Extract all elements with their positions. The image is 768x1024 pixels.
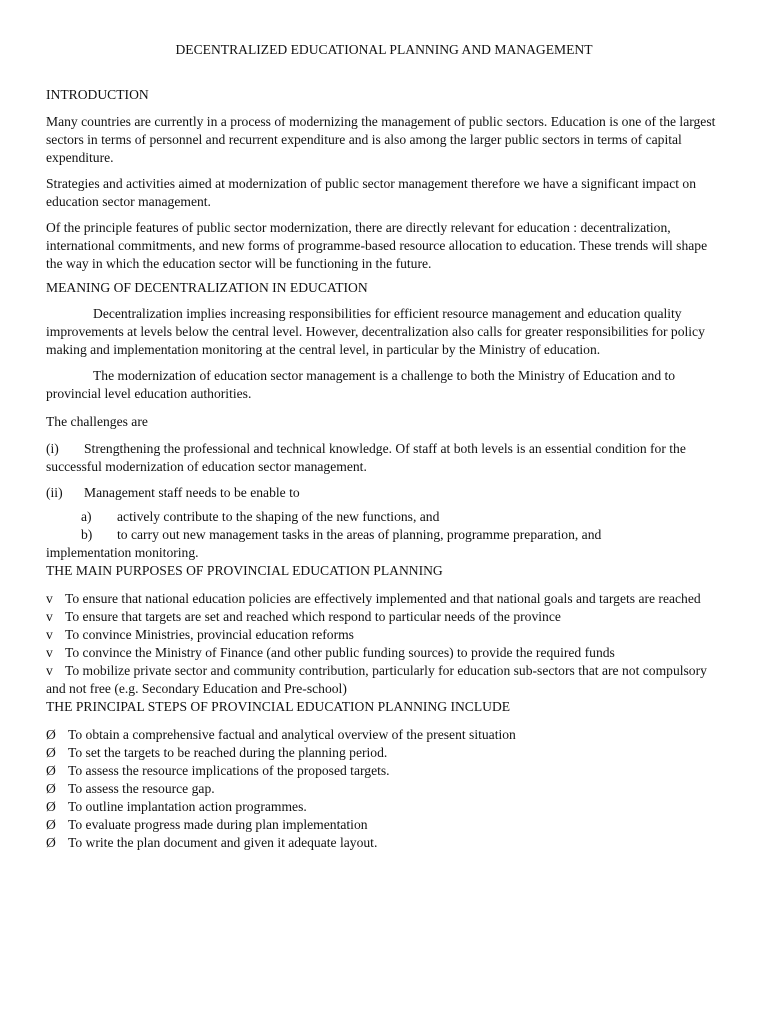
step-item [46,798,722,816]
meaning-heading: MEANING OF DECENTRALIZATION IN EDUCATION [46,280,368,295]
step-item-text: To assess the resource implications of the proposed targets. [68,763,390,778]
purpose-item-text: To convince the Ministry of Finance (and other public funding sources) to provide the required funds [65,645,615,660]
bullet-marker: v [46,663,53,678]
sub-number-b: b) [81,527,93,542]
step-item [46,726,722,744]
bullet-marker: v [46,645,53,660]
step-item-text: To write the plan document and given it adequate layout. [68,835,378,850]
bullet-marker: Ø [46,817,56,832]
sub-text-a: actively contribute to the shaping of the new functions, and [117,509,440,524]
intro-paragraph-3: Of the principle features of public sector modernization, there are directly relevant for education : decentralization, international commitments, and new forms of programme-based resource allocation to education. These trends will shape the way in which the education sector will be functioning in the future. [46,220,708,271]
step-item-text: To outline implantation action programmes. [68,799,307,814]
purposes-list [46,590,722,698]
step-item [46,744,722,762]
step-item-text: To set the targets to be reached during the planning period. [68,745,388,760]
challenges-intro: The challenges are [46,414,148,429]
bullet-marker: v [46,609,53,624]
bullet-marker: Ø [46,727,56,742]
bullet-marker: v [46,591,53,606]
challenge-text-1: Strengthening the professional and technical knowledge. Of staff at both levels is an essential condition for the successful modernization of education sector management. [46,441,686,474]
purpose-item-text: To ensure that targets are set and reached which respond to particular needs of the province [65,609,561,624]
challenge-item-1 [46,440,722,476]
sub-item-b [81,526,722,544]
purpose-item-text: To ensure that national education policies are effectively implemented and that national goals and targets are reached [65,591,701,606]
step-item-text: To evaluate progress made during plan implementation [68,817,368,832]
sub-text-b-continued: implementation monitoring. [46,545,199,560]
purpose-item [46,626,722,644]
intro-paragraph-1: Many countries are currently in a process of modernizing the management of public sectors. Education is one of the largest sectors in terms of personnel and recurrent expenditure and is also among the larger public sectors in terms of capital expenditure. [46,114,716,165]
bullet-marker: Ø [46,835,56,850]
purposes-heading: THE MAIN PURPOSES OF PROVINCIAL EDUCATION PLANNING [46,563,443,578]
document-title: DECENTRALIZED EDUCATIONAL PLANNING AND MANAGEMENT [175,42,593,57]
bullet-marker: Ø [46,763,56,778]
sub-item-a [81,508,722,526]
purpose-item [46,608,722,626]
bullet-marker: Ø [46,781,56,796]
step-item-text: To obtain a comprehensive factual and analytical overview of the present situation [68,727,516,742]
step-item [46,762,722,780]
purpose-item [46,662,722,698]
step-item [46,816,722,834]
meaning-paragraph-2: The modernization of education sector management is a challenge to both the Ministry of Education and to provincial level education authorities. [46,368,676,401]
sub-text-b: to carry out new management tasks in the areas of planning, programme preparation, and [117,527,602,542]
purpose-item [46,590,722,608]
steps-list [46,726,722,852]
challenge-number-2: (ii) [46,485,63,500]
step-item [46,780,722,798]
sub-number-a: a) [81,509,92,524]
introduction-heading: INTRODUCTION [46,87,149,102]
bullet-marker: Ø [46,799,56,814]
steps-heading: THE PRINCIPAL STEPS OF PROVINCIAL EDUCATION PLANNING INCLUDE [46,699,511,714]
step-item [46,834,722,852]
step-item-text: To assess the resource gap. [68,781,215,796]
purpose-item [46,644,722,662]
bullet-marker: v [46,627,53,642]
purpose-item-text: To mobilize private sector and community contribution, particularly for education sub-sectors that are not compulsory and not free (e.g. Secondary Education and Pre-school) [46,663,707,696]
meaning-paragraph-1: Decentralization implies increasing responsibilities for efficient resource management and education quality improvements at levels below the central level. However, decentralization also calls for greater responsibilities for policy making and implementation monitoring at the central level, in particular by the Ministry of education. [46,306,705,357]
bullet-marker: Ø [46,745,56,760]
challenge-item-2 [46,484,722,502]
purpose-item-text: To convince Ministries, provincial education reforms [65,627,354,642]
sub-list [46,508,722,562]
intro-paragraph-2: Strategies and activities aimed at modernization of public sector management therefore we have a significant impact on education sector management. [46,176,696,209]
challenge-number-1: (i) [46,441,59,456]
challenge-text-2: Management staff needs to be enable to [84,485,300,500]
